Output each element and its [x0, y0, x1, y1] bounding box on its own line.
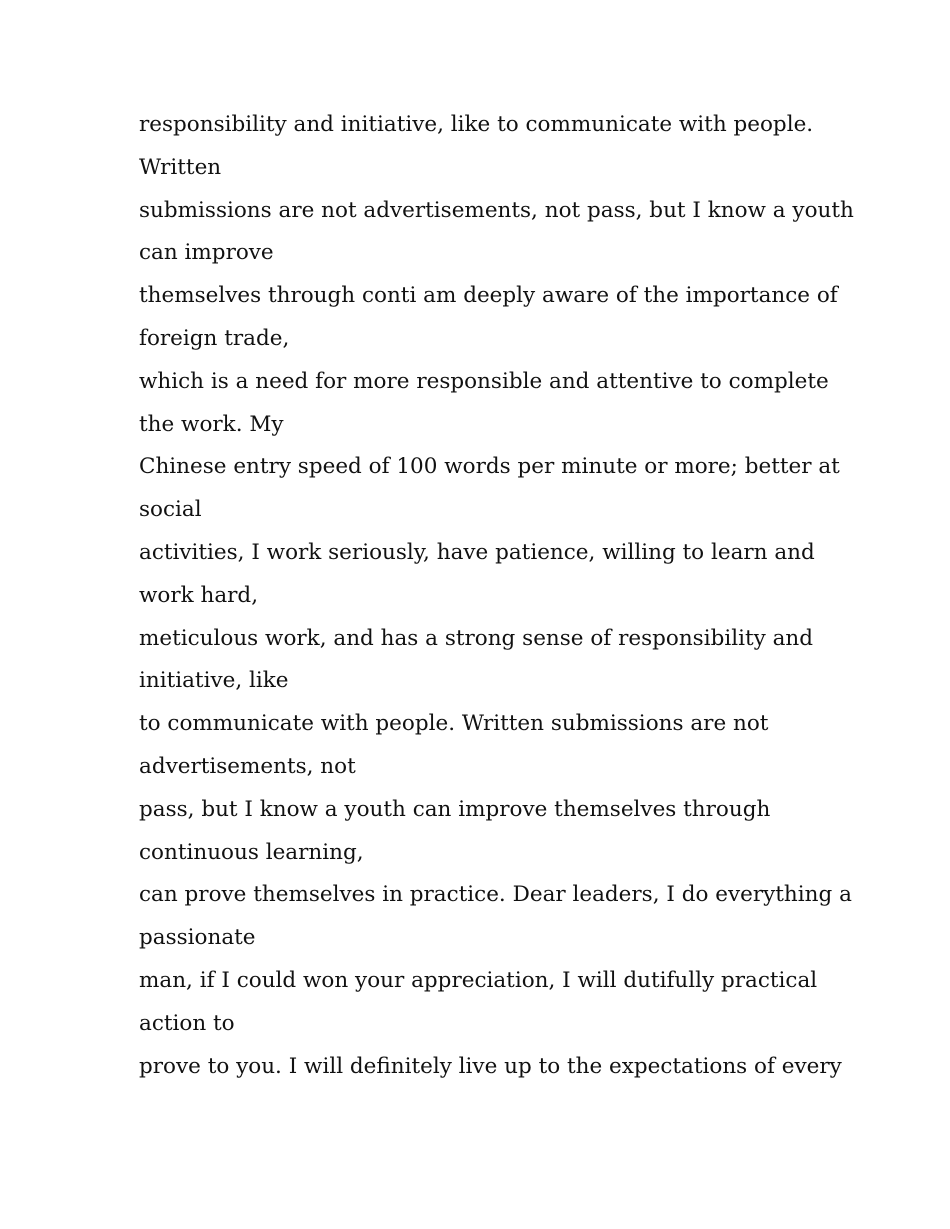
text-line: to communicate with people. Written submissions are not — [139, 711, 769, 737]
text-line: foreign trade, — [139, 325, 290, 351]
text-line: can improve — [139, 240, 274, 266]
text-line: pass, but I know a youth can improve themselves through — [139, 796, 771, 822]
text-line: activities, I work seriously, have patience, willing to learn and — [139, 539, 815, 565]
text-line: work hard, — [139, 582, 259, 608]
text-line: can prove themselves in practice. Dear leaders, I do everything a — [139, 882, 852, 908]
text-line: man, if I could won your appreciation, I will dutifully practical — [139, 967, 818, 993]
text-line: which is a need for more responsible and attentive to complete — [139, 368, 829, 394]
text-line: responsibility and initiative, like to communicate with people. — [139, 112, 814, 137]
text-line: Chinese entry speed of 100 words per minute or more; better at — [139, 454, 840, 480]
text-line: themselves through conti am deeply aware of the importance of — [139, 283, 838, 309]
text-line: advertisements, not — [139, 753, 356, 779]
text-line: action to — [139, 1010, 235, 1036]
text-line: passionate — [139, 925, 256, 951]
body-text — [139, 104, 854, 1088]
text-line: Written — [139, 154, 222, 180]
text-line: prove to you. I will definitely live up to the expectations of every — [139, 1053, 842, 1079]
text-line: continuous learning, — [139, 839, 364, 865]
text-line: the work. My — [139, 411, 284, 437]
text-line: meticulous work, and has a strong sense of responsibility and — [139, 625, 814, 651]
text-line: submissions are not advertisements, not pass, but I know a youth — [139, 197, 854, 223]
text-line: initiative, like — [139, 668, 289, 694]
text-line: social — [139, 497, 202, 523]
